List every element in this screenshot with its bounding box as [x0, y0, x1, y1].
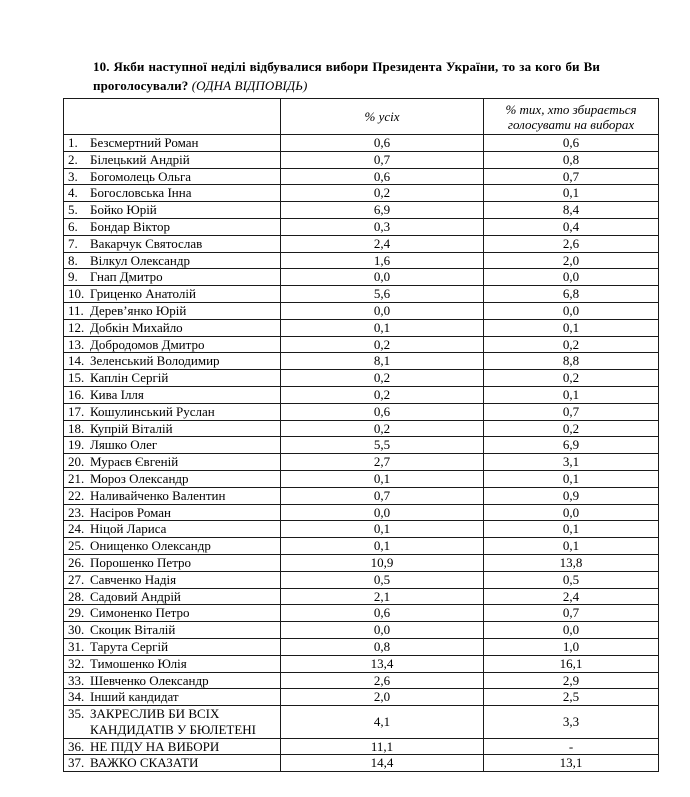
- table-row: [64, 588, 659, 605]
- percent-voters-cell: 0,9: [484, 487, 659, 504]
- candidate-cell: [64, 370, 281, 387]
- table-row: [64, 571, 659, 588]
- candidate-name: Садовий Андрій: [90, 588, 181, 604]
- table-row: [64, 269, 659, 286]
- candidate-cell: [64, 269, 281, 286]
- row-number: 34.: [68, 689, 85, 705]
- row-number: 21.: [68, 470, 85, 486]
- row-number: 5.: [68, 202, 78, 218]
- percent-voters-cell: 2,0: [484, 252, 659, 269]
- candidate-name: Скоцик Віталій: [90, 622, 176, 638]
- table-row: [64, 319, 659, 336]
- candidate-cell: [64, 755, 281, 772]
- table-header-row: [64, 99, 659, 135]
- percent-all-cell: 0,7: [281, 151, 484, 168]
- percent-all-cell: 11,1: [281, 738, 484, 755]
- percent-voters-cell: 0,1: [484, 521, 659, 538]
- percent-voters-cell: 0,0: [484, 269, 659, 286]
- table-row: [64, 235, 659, 252]
- percent-voters-cell: 1,0: [484, 638, 659, 655]
- candidate-cell: [64, 336, 281, 353]
- candidate-cell: [64, 252, 281, 269]
- percent-all-cell: 0,1: [281, 470, 484, 487]
- candidate-cell: [64, 151, 281, 168]
- candidate-name: Мураєв Євгеній: [90, 454, 179, 470]
- table-row: [64, 336, 659, 353]
- percent-voters-cell: 8,8: [484, 353, 659, 370]
- candidate-name: Богомолець Ольга: [90, 168, 192, 184]
- candidate-name: Дерев’янко Юрій: [90, 302, 187, 318]
- percent-all-cell: 0,2: [281, 370, 484, 387]
- percent-voters-cell: 0,2: [484, 420, 659, 437]
- candidate-cell: [64, 286, 281, 303]
- percent-all-cell: 0,0: [281, 622, 484, 639]
- table-row: [64, 672, 659, 689]
- table-row: [64, 605, 659, 622]
- row-number: 22.: [68, 487, 85, 503]
- table-row: [64, 622, 659, 639]
- row-number: 29.: [68, 605, 85, 621]
- percent-all-cell: 8,1: [281, 353, 484, 370]
- candidate-cell: [64, 386, 281, 403]
- row-number: 18.: [68, 420, 85, 436]
- row-number: 12.: [68, 319, 85, 335]
- column-header-percent-voters: % тих, хто збирається голосувати на виборах: [484, 99, 659, 135]
- percent-voters-cell: 0,7: [484, 403, 659, 420]
- candidate-name: Насіров Роман: [90, 504, 171, 520]
- candidate-name: Ніцой Лариса: [90, 521, 167, 537]
- percent-all-cell: 1,6: [281, 252, 484, 269]
- candidate-name: Наливайченко Валентин: [90, 487, 226, 503]
- percent-all-cell: 0,6: [281, 168, 484, 185]
- percent-all-cell: 0,0: [281, 504, 484, 521]
- candidate-name: Добродомов Дмитро: [90, 336, 205, 352]
- row-number: 23.: [68, 504, 85, 520]
- candidate-name: Вілкул Олександр: [90, 252, 190, 268]
- row-number: 35.: [68, 706, 85, 722]
- candidate-cell: [64, 605, 281, 622]
- candidate-cell: [64, 487, 281, 504]
- row-number: 31.: [68, 638, 85, 654]
- row-number: 19.: [68, 437, 85, 453]
- percent-voters-cell: 0,1: [484, 319, 659, 336]
- candidate-cell: [64, 571, 281, 588]
- table-row: [64, 487, 659, 504]
- row-number: 36.: [68, 738, 85, 754]
- row-number: 15.: [68, 370, 85, 386]
- row-number: 14.: [68, 353, 85, 369]
- candidate-name: Савченко Надія: [90, 571, 177, 587]
- percent-voters-cell: 0,7: [484, 605, 659, 622]
- candidate-name: Шевченко Олександр: [90, 672, 209, 688]
- percent-voters-cell: 0,6: [484, 135, 659, 152]
- row-number: 30.: [68, 622, 85, 638]
- percent-all-cell: 0,0: [281, 269, 484, 286]
- candidate-name: Кива Ілля: [90, 386, 144, 402]
- percent-all-cell: 2,0: [281, 689, 484, 706]
- percent-voters-cell: 0,7: [484, 168, 659, 185]
- candidate-cell: [64, 135, 281, 152]
- candidate-name: Бойко Юрій: [90, 202, 157, 218]
- candidate-cell: [64, 470, 281, 487]
- table-row: [64, 151, 659, 168]
- candidate-name: Гриценко Анатолій: [90, 286, 196, 302]
- row-number: 4.: [68, 185, 78, 201]
- table-row: [64, 420, 659, 437]
- percent-all-cell: 0,2: [281, 336, 484, 353]
- question-instruction: (ОДНА ВІДПОВІДЬ): [191, 78, 308, 93]
- percent-voters-cell: 0,4: [484, 218, 659, 235]
- percent-voters-cell: 2,4: [484, 588, 659, 605]
- table-row: [64, 755, 659, 772]
- percent-all-cell: 0,6: [281, 135, 484, 152]
- table-row: [64, 252, 659, 269]
- candidate-name: Інший кандидат: [90, 689, 179, 705]
- table-row: [64, 470, 659, 487]
- percent-all-cell: 2,4: [281, 235, 484, 252]
- table-row: [64, 202, 659, 219]
- percent-voters-cell: 6,9: [484, 437, 659, 454]
- candidate-cell: [64, 689, 281, 706]
- candidate-cell: [64, 319, 281, 336]
- percent-voters-cell: 0,1: [484, 185, 659, 202]
- candidate-name: Вакарчук Святослав: [90, 235, 203, 251]
- percent-all-cell: 5,6: [281, 286, 484, 303]
- table-row: [64, 168, 659, 185]
- candidate-cell: [64, 353, 281, 370]
- row-number: 17.: [68, 403, 85, 419]
- table-row: [64, 504, 659, 521]
- row-number: 10.: [68, 286, 85, 302]
- table-row: [64, 655, 659, 672]
- percent-all-cell: 0,7: [281, 487, 484, 504]
- percent-all-cell: 5,5: [281, 437, 484, 454]
- results-table: [63, 98, 659, 772]
- percent-all-cell: 14,4: [281, 755, 484, 772]
- percent-all-cell: 0,8: [281, 638, 484, 655]
- candidate-cell: [64, 235, 281, 252]
- percent-voters-cell: 0,1: [484, 538, 659, 555]
- percent-voters-cell: 0,1: [484, 386, 659, 403]
- table-row: [64, 353, 659, 370]
- percent-voters-cell: 16,1: [484, 655, 659, 672]
- row-number: 32.: [68, 655, 85, 671]
- percent-all-cell: 2,7: [281, 454, 484, 471]
- candidate-cell: [64, 622, 281, 639]
- percent-all-cell: 13,4: [281, 655, 484, 672]
- percent-voters-cell: 2,9: [484, 672, 659, 689]
- candidate-name: Добкін Михайло: [90, 319, 183, 335]
- row-number: 16.: [68, 386, 85, 402]
- percent-all-cell: 0,1: [281, 319, 484, 336]
- percent-all-cell: 6,9: [281, 202, 484, 219]
- row-number: 33.: [68, 672, 85, 688]
- candidate-name: Безсмертний Роман: [90, 135, 199, 150]
- percent-all-cell: 4,1: [281, 706, 484, 739]
- candidate-cell: [64, 168, 281, 185]
- candidate-name: Онищенко Олександр: [90, 538, 211, 554]
- row-number: 9.: [68, 269, 78, 285]
- candidate-name: Тимошенко Юлія: [90, 655, 187, 671]
- candidate-cell: [64, 302, 281, 319]
- percent-all-cell: 0,6: [281, 403, 484, 420]
- percent-voters-cell: 6,8: [484, 286, 659, 303]
- candidate-cell: [64, 655, 281, 672]
- table-row: [64, 454, 659, 471]
- row-number: 1.: [68, 135, 78, 150]
- percent-voters-cell: 0,8: [484, 151, 659, 168]
- candidate-name: Купрій Віталій: [90, 420, 173, 436]
- candidate-name: Порошенко Петро: [90, 554, 192, 570]
- row-number: 20.: [68, 454, 85, 470]
- candidate-cell: [64, 638, 281, 655]
- percent-voters-cell: 0,5: [484, 571, 659, 588]
- candidate-name: НЕ ПІДУ НА ВИБОРИ: [90, 738, 220, 754]
- percent-voters-cell: 3,3: [484, 706, 659, 739]
- table-row: [64, 185, 659, 202]
- candidate-cell: [64, 738, 281, 755]
- candidate-name: Ляшко Олег: [90, 437, 158, 453]
- survey-question: [93, 57, 600, 95]
- percent-voters-cell: 0,2: [484, 336, 659, 353]
- candidate-cell: [64, 672, 281, 689]
- row-number: 11.: [68, 302, 84, 318]
- candidate-name: Мороз Олександр: [90, 470, 189, 486]
- percent-voters-cell: -: [484, 738, 659, 755]
- table-row: [64, 302, 659, 319]
- table-row: [64, 437, 659, 454]
- table-row: [64, 706, 659, 739]
- candidate-cell: [64, 403, 281, 420]
- percent-voters-cell: 13,1: [484, 755, 659, 772]
- candidate-cell: [64, 588, 281, 605]
- percent-all-cell: 0,5: [281, 571, 484, 588]
- percent-all-cell: 2,1: [281, 588, 484, 605]
- percent-all-cell: 10,9: [281, 554, 484, 571]
- table-row: [64, 386, 659, 403]
- row-number: 6.: [68, 218, 78, 234]
- row-number: 28.: [68, 588, 85, 604]
- row-number: 2.: [68, 151, 78, 167]
- candidate-cell: [64, 185, 281, 202]
- percent-all-cell: 0,6: [281, 605, 484, 622]
- candidate-name: Богословська Інна: [90, 185, 192, 201]
- percent-all-cell: 0,1: [281, 521, 484, 538]
- percent-voters-cell: 0,0: [484, 504, 659, 521]
- candidate-name: Каплін Сергій: [90, 370, 169, 386]
- candidate-name: Бондар Віктор: [90, 218, 170, 234]
- row-number: 26.: [68, 554, 85, 570]
- percent-voters-cell: 0,0: [484, 302, 659, 319]
- row-number: 37.: [68, 755, 85, 771]
- table-row: [64, 218, 659, 235]
- row-number: 27.: [68, 571, 85, 587]
- candidate-cell: [64, 218, 281, 235]
- table-row: [64, 638, 659, 655]
- column-header-candidate: [64, 99, 281, 135]
- candidate-cell: [64, 504, 281, 521]
- row-number: 25.: [68, 538, 85, 554]
- candidate-name: ЗАКРЕСЛИВ БИ ВСІХ КАНДИДАТІВ У БЮЛЕТЕНІ: [90, 706, 256, 737]
- candidate-cell: [64, 202, 281, 219]
- percent-voters-cell: 0,0: [484, 622, 659, 639]
- table-row: [64, 554, 659, 571]
- table-row: [64, 689, 659, 706]
- percent-all-cell: 0,2: [281, 185, 484, 202]
- candidate-cell: [64, 454, 281, 471]
- candidate-cell: [64, 554, 281, 571]
- row-number: 13.: [68, 336, 85, 352]
- candidate-name: Кошулинський Руслан: [90, 403, 215, 419]
- table-row: [64, 521, 659, 538]
- percent-all-cell: 0,2: [281, 420, 484, 437]
- candidate-cell: [64, 538, 281, 555]
- row-number: 7.: [68, 235, 78, 251]
- question-text: 10. Якби наступної неділі відбувалися вибори Президента України, то за кого би Ви проголосували?: [93, 59, 600, 93]
- candidate-cell: [64, 420, 281, 437]
- table-row: [64, 135, 659, 152]
- column-header-percent-all: % усіх: [281, 99, 484, 135]
- percent-voters-cell: 8,4: [484, 202, 659, 219]
- percent-voters-cell: 0,1: [484, 470, 659, 487]
- percent-all-cell: 0,3: [281, 218, 484, 235]
- percent-all-cell: 0,2: [281, 386, 484, 403]
- candidate-name: Білецький Андрій: [90, 151, 190, 167]
- row-number: 8.: [68, 252, 78, 268]
- candidate-cell: [64, 521, 281, 538]
- candidate-name: Тарута Сергій: [90, 638, 169, 654]
- percent-all-cell: 0,0: [281, 302, 484, 319]
- table-row: [64, 403, 659, 420]
- candidate-cell: [64, 437, 281, 454]
- candidate-name: Симоненко Петро: [90, 605, 190, 621]
- table-row: [64, 538, 659, 555]
- percent-all-cell: 0,1: [281, 538, 484, 555]
- table-row: [64, 286, 659, 303]
- percent-voters-cell: 13,8: [484, 554, 659, 571]
- percent-voters-cell: 2,5: [484, 689, 659, 706]
- percent-all-cell: 2,6: [281, 672, 484, 689]
- percent-voters-cell: 0,2: [484, 370, 659, 387]
- candidate-name: Зеленський Володимир: [90, 353, 220, 369]
- table-row: [64, 738, 659, 755]
- percent-voters-cell: 2,6: [484, 235, 659, 252]
- table-row: [64, 370, 659, 387]
- row-number: 3.: [68, 168, 78, 184]
- percent-voters-cell: 3,1: [484, 454, 659, 471]
- row-number: 24.: [68, 521, 85, 537]
- candidate-cell: [64, 706, 281, 739]
- candidate-name: Гнап Дмитро: [90, 269, 163, 285]
- candidate-name: ВАЖКО СКАЗАТИ: [90, 755, 199, 771]
